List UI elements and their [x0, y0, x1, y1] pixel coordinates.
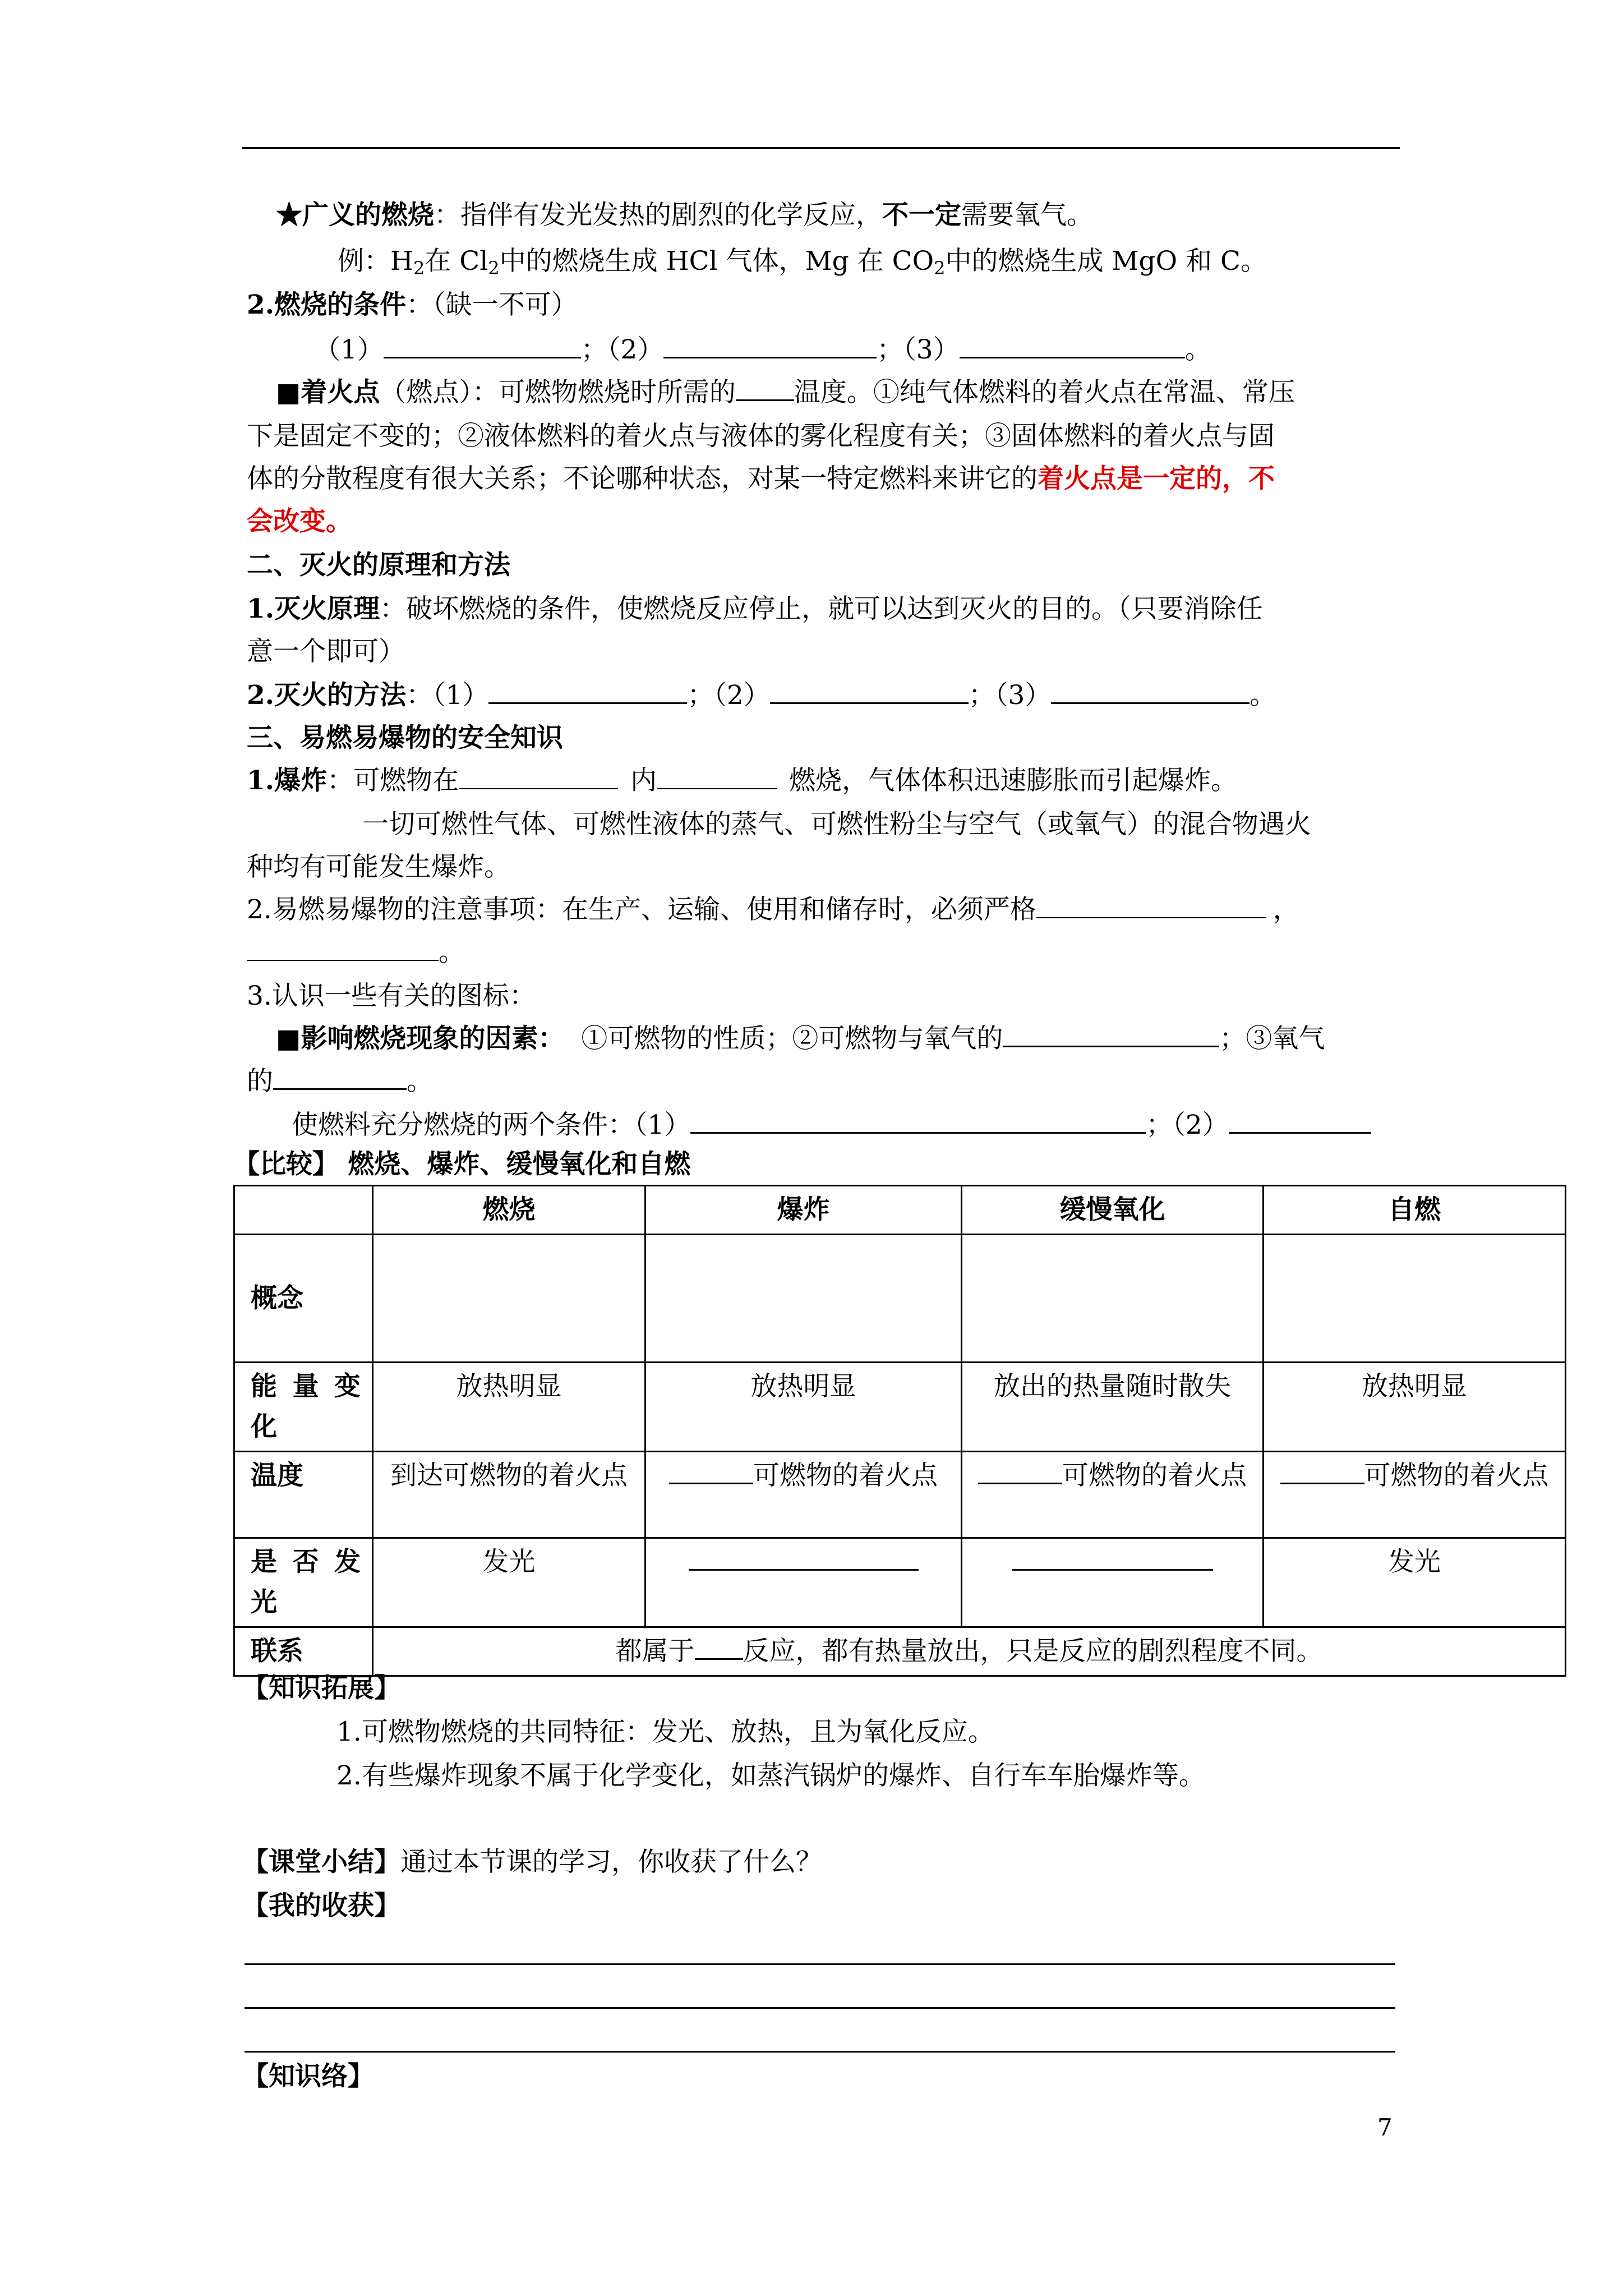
header-slow-oxidation: 缓慢氧化 — [962, 1186, 1264, 1235]
cell-light-slow — [962, 1538, 1264, 1627]
factors-line2 — [247, 1064, 433, 1099]
blank-light-slow[interactable] — [1012, 1545, 1213, 1571]
broad-burning-title: ★广义的燃烧 — [276, 200, 434, 231]
cell-link — [373, 1627, 1566, 1676]
blank-notice-2[interactable] — [247, 936, 439, 961]
blank-full-burn-1[interactable] — [690, 1108, 1146, 1134]
ignition-line4-red: 会改变。 — [247, 506, 352, 537]
link-b: 反应，都有热量放出，只是反应的剧烈程度不同。 — [743, 1636, 1323, 1667]
blank-cond-2[interactable] — [663, 333, 877, 358]
cell-energy-explosion: 放热明显 — [645, 1363, 962, 1452]
compare-table — [233, 1185, 1566, 1677]
extension-item-2: 2.有些爆炸现象不属于化学变化，如蒸汽锅炉的爆炸、自行车车胎爆炸等。 — [336, 1760, 1205, 1791]
cond-item-2: ；（2） — [580, 334, 664, 365]
compare-title: 【比较】 燃烧、爆炸、缓慢氧化和自燃 — [233, 1149, 691, 1180]
cond-item-3: ；（3） — [877, 334, 960, 365]
example-sub1: 2 — [413, 257, 425, 279]
notice-text: 2.易燃易爆物的注意事项：在生产、运输、使用和储存时，必须严格 — [247, 894, 1036, 925]
blank-temp-slow[interactable] — [978, 1459, 1062, 1484]
cell-concept-burning[interactable] — [373, 1235, 645, 1363]
principle-text: ：破坏燃烧的条件，使燃烧反应停止，就可以达到灭火的目的。（只要消除任 — [380, 593, 1263, 624]
example-mid1: 在 Cl — [425, 246, 488, 277]
principle-line — [247, 591, 1263, 627]
blank-factors-1[interactable] — [1003, 1022, 1219, 1047]
summary-line — [242, 1844, 822, 1880]
header-rule — [242, 147, 1400, 149]
blank-method-3[interactable] — [1051, 679, 1249, 704]
explosion-note2: 种均有可能发生爆炸。 — [247, 852, 510, 882]
blank-temp-spontaneous[interactable] — [1280, 1459, 1364, 1484]
methods-item-1: ：（1） — [406, 680, 489, 711]
full-burn-a: 使燃料充分燃烧的两个条件：（1） — [292, 1110, 691, 1140]
table-row-energy — [234, 1363, 1566, 1452]
blank-light-explosion[interactable] — [689, 1545, 919, 1571]
temp-slow-text: 可燃物的着火点 — [1062, 1460, 1247, 1491]
header-spontaneous: 自燃 — [1264, 1186, 1566, 1235]
methods-item-2: ；（2） — [687, 680, 770, 711]
network-title: 【知识络】 — [242, 2061, 374, 2092]
cell-temp-burning: 到达可燃物的着火点 — [373, 1452, 645, 1538]
factors-line — [276, 1021, 1325, 1057]
table-header-row — [234, 1186, 1566, 1235]
explosion-title: 1.爆炸 — [247, 765, 328, 796]
broad-burning-tail: 需要氧气。 — [961, 200, 1093, 231]
blank-explosion-2[interactable] — [657, 765, 777, 789]
blank-factors-2[interactable] — [273, 1065, 407, 1090]
cell-temp-explosion — [645, 1452, 962, 1538]
full-burn-line — [292, 1107, 1371, 1143]
methods-line — [247, 678, 1276, 714]
summary-text: 通过本节课的学习，你收获了什么？ — [400, 1847, 822, 1878]
conditions-line — [247, 287, 578, 323]
example-tail: 中的燃烧生成 MgO 和 C。 — [945, 246, 1267, 277]
notice-line — [247, 892, 1299, 928]
page-number: 7 — [1377, 2114, 1393, 2141]
example-pre: 例：H — [338, 246, 413, 277]
broad-burning-emph: 不一定 — [882, 200, 961, 231]
table-row-light — [234, 1538, 1566, 1627]
notice-line2 — [247, 935, 465, 970]
ignition-line3 — [247, 461, 1275, 497]
blank-link[interactable] — [695, 1635, 743, 1660]
cell-light-burning: 发光 — [373, 1538, 645, 1627]
summary-title: 【课堂小结】 — [242, 1847, 400, 1878]
header-explosion: 爆炸 — [645, 1186, 962, 1235]
ignition-line3-red: 着火点是一定的，不 — [1038, 463, 1275, 494]
table-row-temp — [234, 1452, 1566, 1538]
row-label-link: 联系 — [234, 1627, 373, 1676]
cell-concept-slow[interactable] — [962, 1235, 1264, 1363]
conditions-title: 2.燃烧的条件 — [247, 289, 407, 320]
full-burn-b: ；（2） — [1146, 1110, 1229, 1140]
table-row-link — [234, 1627, 1566, 1676]
extension-item-1: 1.可燃物燃烧的共同特征：发光、放热，且为氧化反应。 — [336, 1717, 994, 1747]
blank-cond-3[interactable] — [960, 333, 1185, 358]
table-row-concept — [234, 1235, 1566, 1363]
explosion-a: ：可燃物在 — [327, 765, 459, 796]
extension-title: 【知识拓展】 — [242, 1673, 400, 1704]
example-sub2: 2 — [488, 257, 500, 279]
cell-concept-explosion[interactable] — [645, 1235, 962, 1363]
factors-text-b: ；③氧气 — [1219, 1023, 1325, 1054]
conditions-blanks — [314, 332, 1211, 368]
ignition-line2: 下是固定不变的；②液体燃料的着火点与液体的雾化程度有关；③固体燃料的着火点与固 — [247, 421, 1275, 452]
ignition-line3-text: 体的分散程度有很大关系；不论哪种状态，对某一特定燃料来讲它的 — [247, 463, 1038, 494]
row-label-energy: 能 量 变 化 — [234, 1363, 373, 1452]
blank-cond-1[interactable] — [384, 333, 581, 358]
icons-line: 3.认识一些有关的图标： — [247, 981, 536, 1011]
row-label-light: 是 否 发 光 — [234, 1538, 373, 1627]
factors-text-d: 。 — [407, 1066, 433, 1097]
example-line — [338, 243, 1267, 279]
notice-end: 。 — [439, 937, 465, 968]
blank-full-burn-2[interactable] — [1229, 1108, 1371, 1134]
row-label-concept: 概念 — [234, 1235, 373, 1363]
header-burning: 燃烧 — [373, 1186, 645, 1235]
conditions-note: ：（缺一不可） — [406, 289, 578, 320]
blank-explosion-1[interactable] — [459, 765, 618, 789]
cell-energy-burning: 放热明显 — [373, 1363, 645, 1452]
link-a: 都属于 — [615, 1636, 695, 1667]
methods-item-3: ；（3） — [968, 680, 1052, 711]
row-label-temp: 温度 — [234, 1452, 373, 1538]
gains-line-2[interactable] — [245, 2007, 1395, 2009]
cell-light-spontaneous: 发光 — [1264, 1538, 1566, 1627]
section3-title: 三、易燃易爆物的安全知识 — [247, 723, 563, 753]
broad-burning-line — [276, 197, 1093, 233]
methods-title: 2.灭火的方法 — [247, 680, 407, 711]
ignition-title: ■着火点 — [276, 377, 380, 408]
explosion-line — [247, 763, 1237, 799]
ignition-line1b: 温度。①纯气体燃料的着火点在常温、常压 — [794, 377, 1295, 408]
factors-title: ■影响燃烧现象的因素： — [276, 1023, 565, 1054]
blank-ignition[interactable] — [736, 376, 794, 401]
cell-concept-spontaneous[interactable] — [1264, 1235, 1566, 1363]
principle-text2: 意一个即可） — [247, 636, 405, 667]
cond-item-end: 。 — [1184, 334, 1211, 365]
broad-burning-text: ：指伴有发光发热的剧烈的化学反应， — [434, 200, 882, 231]
cell-energy-spontaneous: 放热明显 — [1264, 1363, 1566, 1452]
gains-title: 【我的收获】 — [242, 1890, 400, 1921]
explosion-b: 内 — [630, 765, 657, 796]
example-mid2: 中的燃烧生成 HCl 气体，Mg 在 CO — [499, 246, 934, 277]
blank-method-1[interactable] — [488, 679, 687, 704]
temp-explosion-text: 可燃物的着火点 — [753, 1460, 938, 1491]
explosion-c: 燃烧，气体体积迅速膨胀而引起爆炸。 — [789, 765, 1238, 796]
gains-line-3[interactable] — [245, 2051, 1395, 2053]
example-sub3: 2 — [934, 257, 946, 279]
cell-temp-slow — [962, 1452, 1264, 1538]
cell-energy-slow: 放出的热量随时散失 — [962, 1363, 1264, 1452]
blank-notice-1[interactable] — [1036, 894, 1266, 918]
cond-item-1: （1） — [314, 334, 384, 365]
temp-spontaneous-text: 可燃物的着火点 — [1364, 1460, 1549, 1491]
principle-title: 1.灭火原理 — [247, 593, 380, 624]
notice-comma: ， — [1272, 894, 1299, 925]
factors-text-a: ①可燃物的性质；②可燃物与氧气的 — [581, 1023, 1003, 1054]
explosion-note1: 一切可燃性气体、可燃性液体的蒸气、可燃性粉尘与空气（或氧气）的混合物遇火 — [362, 809, 1311, 840]
section2-title: 二、灭火的原理和方法 — [247, 550, 510, 581]
factors-text-c: 的 — [247, 1066, 273, 1097]
ignition-line1a: （燃点）：可燃物燃烧时所需的 — [380, 377, 736, 408]
ignition-line1 — [276, 375, 1295, 411]
cell-temp-spontaneous — [1264, 1452, 1566, 1538]
methods-item-end: 。 — [1249, 680, 1276, 711]
gains-line-1[interactable] — [245, 1963, 1395, 1965]
cell-light-explosion — [645, 1538, 962, 1627]
blank-method-2[interactable] — [770, 679, 969, 704]
blank-temp-explosion[interactable] — [669, 1459, 753, 1484]
header-empty — [234, 1186, 373, 1235]
